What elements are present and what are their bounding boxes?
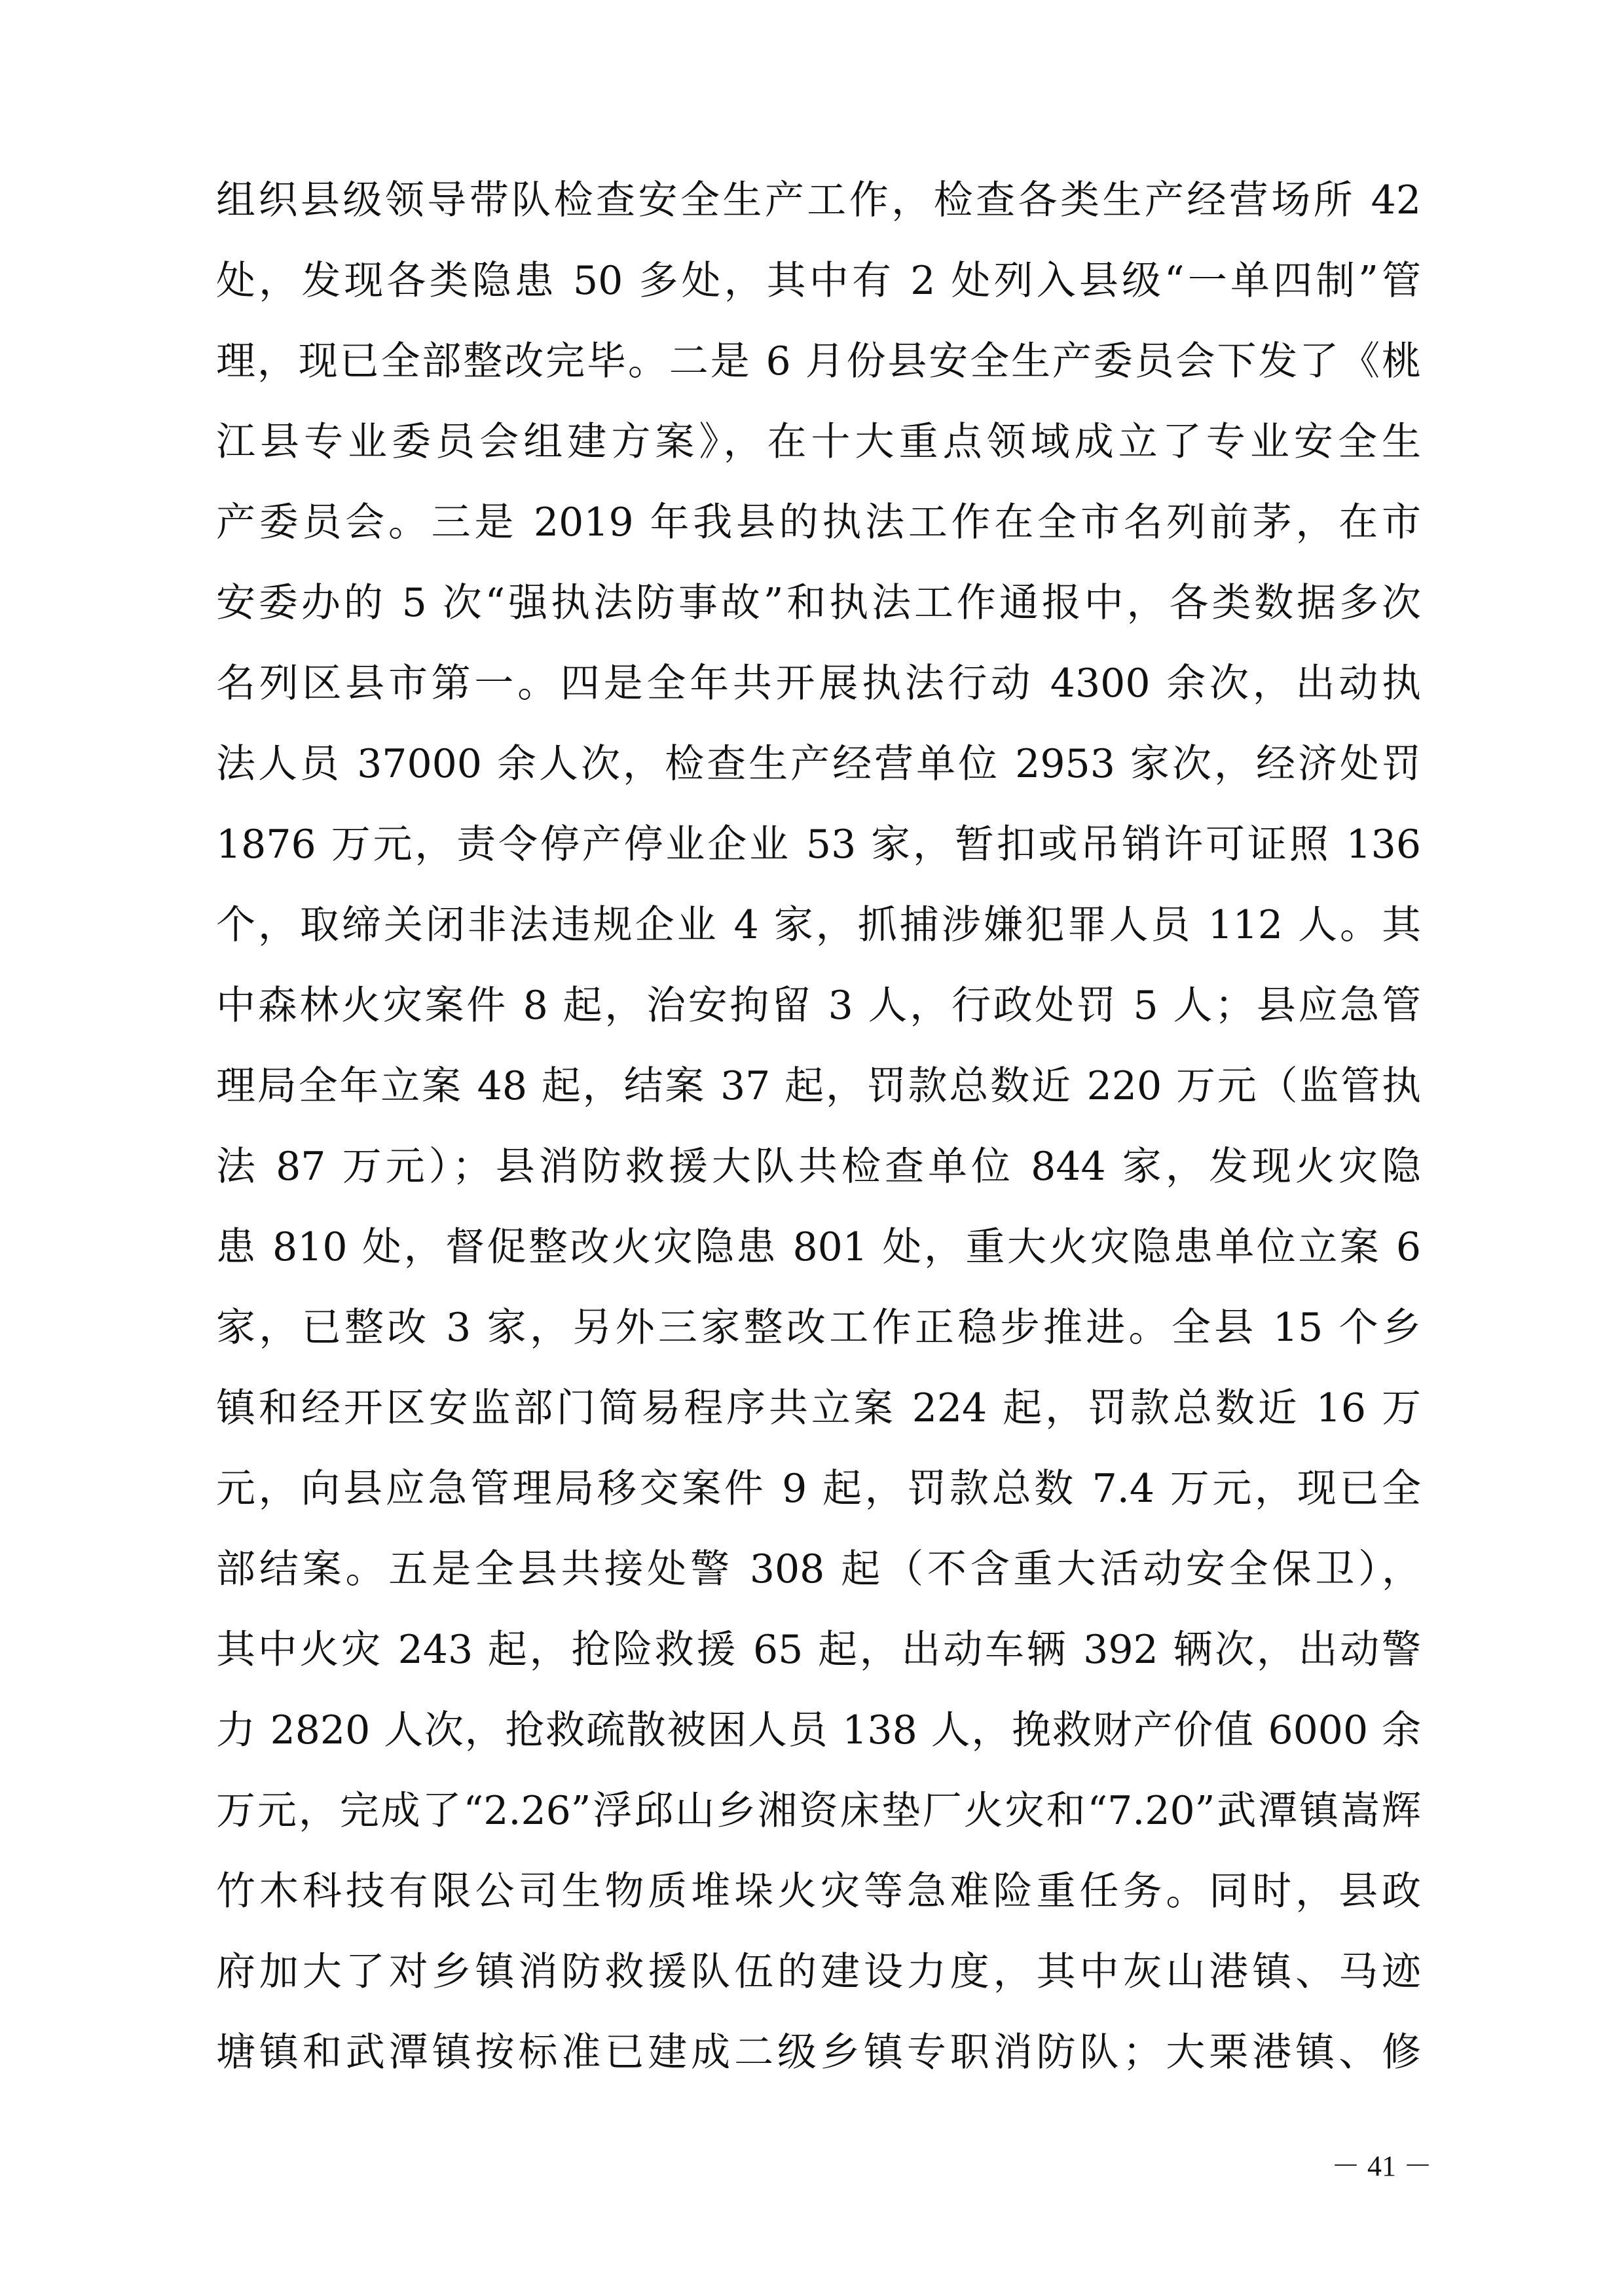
text-line: 其中火灾 243 起，抢险救援 65 起，出动车辆 392 辆次，出动警 [216,1627,1421,1673]
text-line: 法 87 万元）；县消防救援大队共检查单位 844 家，发现火灾隐 [216,1144,1421,1190]
text-line: 产委员会。三是 2019 年我县的执法工作在全市名列前茅，在市 [216,500,1421,545]
text-line: 理局全年立案 48 起，结案 37 起，罚款总数近 220 万元（监管执 [216,1063,1421,1109]
text-line: 个，取缔关闭非法违规企业 4 家，抓捕涉嫌犯罪人员 112 人。其 [216,902,1421,948]
text-line: 镇和经开区安监部门简易程序共立案 224 起，罚款总数近 16 万 [216,1385,1421,1431]
text-line: 安委办的 5 次“强执法防事故”和执法工作通报中，各类数据多次 [216,580,1421,626]
text-line: 塘镇和武潭镇按标准已建成二级乡镇专职消防队；大栗港镇、修 [216,2030,1421,2075]
text-line: 元，向县应急管理局移交案件 9 起，罚款总数 7.4 万元，现已全 [216,1466,1421,1512]
text-line: 万元，完成了“2.26”浮邱山乡湘资床垫厂火灾和“7.20”武潭镇嵩辉 [216,1788,1421,1834]
text-line: 力 2820 人次，抢救疏散被困人员 138 人，挽救财产价值 6000 余 [216,1707,1421,1753]
text-line: 竹木科技有限公司生物质堆垛火灾等急难险重任务。同时，县政 [216,1868,1421,1914]
text-line: 组织县级领导带队检查安全生产工作，检查各类生产经营场所 42 [216,177,1421,223]
text-line: 理，现已全部整改完毕。二是 6 月份县安全生产委员会下发了《桃 [216,338,1421,384]
text-line: 家，已整改 3 家，另外三家整改工作正稳步推进。全县 15 个乡 [216,1305,1421,1351]
text-line: 部结案。五是全县共接处警 308 起（不含重大活动安全保卫）， [216,1546,1421,1592]
page-number: － 41 － [1331,2150,1432,2182]
text-line: 1876 万元，责令停产停业企业 53 家，暂扣或吊销许可证照 136 [216,822,1421,867]
body-text [216,160,1421,2093]
text-line: 处，发现各类隐患 50 多处，其中有 2 处列入县级“一单四制”管 [216,258,1421,304]
text-line: 中森林火灾案件 8 起，治安拘留 3 人，行政处罚 5 人；县应急管 [216,983,1421,1029]
text-line: 府加大了对乡镇消防救援队伍的建设力度，其中灰山港镇、马迹 [216,1949,1421,1995]
text-line: 江县专业委员会组建方案》，在十大重点领域成立了专业安全生 [216,419,1421,465]
text-line: 名列区县市第一。四是全年共开展执法行动 4300 余次，出动执 [216,661,1421,706]
text-line: 法人员 37000 余人次，检查生产经营单位 2953 家次，经济处罚 [216,741,1421,787]
text-line: 患 810 处，督促整改火灾隐患 801 处，重大火灾隐患单位立案 6 [216,1224,1421,1270]
